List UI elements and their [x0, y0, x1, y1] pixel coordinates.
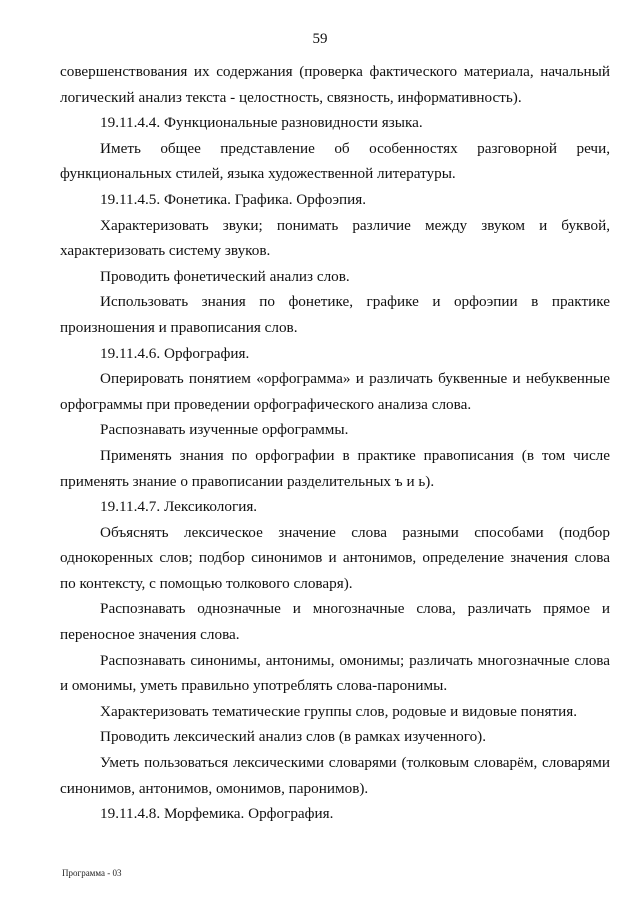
paragraph: Объяснять лексическое значение слова разными способами (подбор однокоренных слов; подбор синонимов и антонимов, определение значения слова по контексту, с помощью толкового словаря).: [60, 523, 610, 592]
paragraph: Проводить лексический анализ слов (в рамках изученного).: [100, 728, 487, 746]
paragraph: Иметь общее представление об особенностях разговорной речи, функциональных стилей, языка художественной литературы.: [60, 139, 610, 183]
section-heading: 19.11.4.6. Орфография.: [100, 344, 250, 362]
paragraph: Проводить фонетический анализ слов.: [100, 267, 350, 285]
section-heading: 19.11.4.8. Морфемика. Орфография.: [100, 805, 334, 823]
paragraph: Распознавать однозначные и многозначные слова, различать прямое и переносное значения слова.: [60, 600, 610, 644]
paragraph: Уметь пользоваться лексическими словарями (толковым словарём, словарями синонимов, антонимов, омонимов, паронимов).: [60, 754, 610, 797]
paragraph: Характеризовать звуки; понимать различие между звуком и буквой, характеризовать систему звуков.: [60, 216, 610, 260]
paragraph: Применять знания по орфографии в практике правописания (в том числе применять знание о правописании разделительных ъ и ь).: [60, 446, 610, 490]
section-heading: 19.11.4.5. Фонетика. Графика. Орфоэпия.: [100, 190, 367, 208]
paragraph-continuation: совершенствования их содержания (проверка фактического материала, начальный логический анализ текста - целостность, связность, информативность).: [60, 63, 610, 106]
paragraph: Распознавать синонимы, антонимы, омонимы; различать многозначные слова и омонимы, уметь правильно употреблять слова-паронимы.: [60, 651, 610, 695]
paragraph: Оперировать понятием «орфограмма» и различать буквенные и небуквенные орфограммы при проведении орфографического анализа слова.: [60, 370, 610, 413]
section-heading: 19.11.4.7. Лексикология.: [100, 498, 258, 516]
page-number: 59: [312, 31, 328, 47]
paragraph: Распознавать изученные орфограммы.: [100, 421, 349, 439]
footer-label: Программа - 03: [62, 868, 122, 878]
paragraph: Использовать знания по фонетике, графике и орфоэпии в практике произношения и правописания слов.: [60, 293, 610, 336]
document-body: [60, 59, 610, 827]
paragraph: Характеризовать тематические группы слов, родовые и видовые понятия.: [100, 702, 578, 720]
section-heading: 19.11.4.4. Функциональные разновидности языка.: [100, 114, 423, 132]
